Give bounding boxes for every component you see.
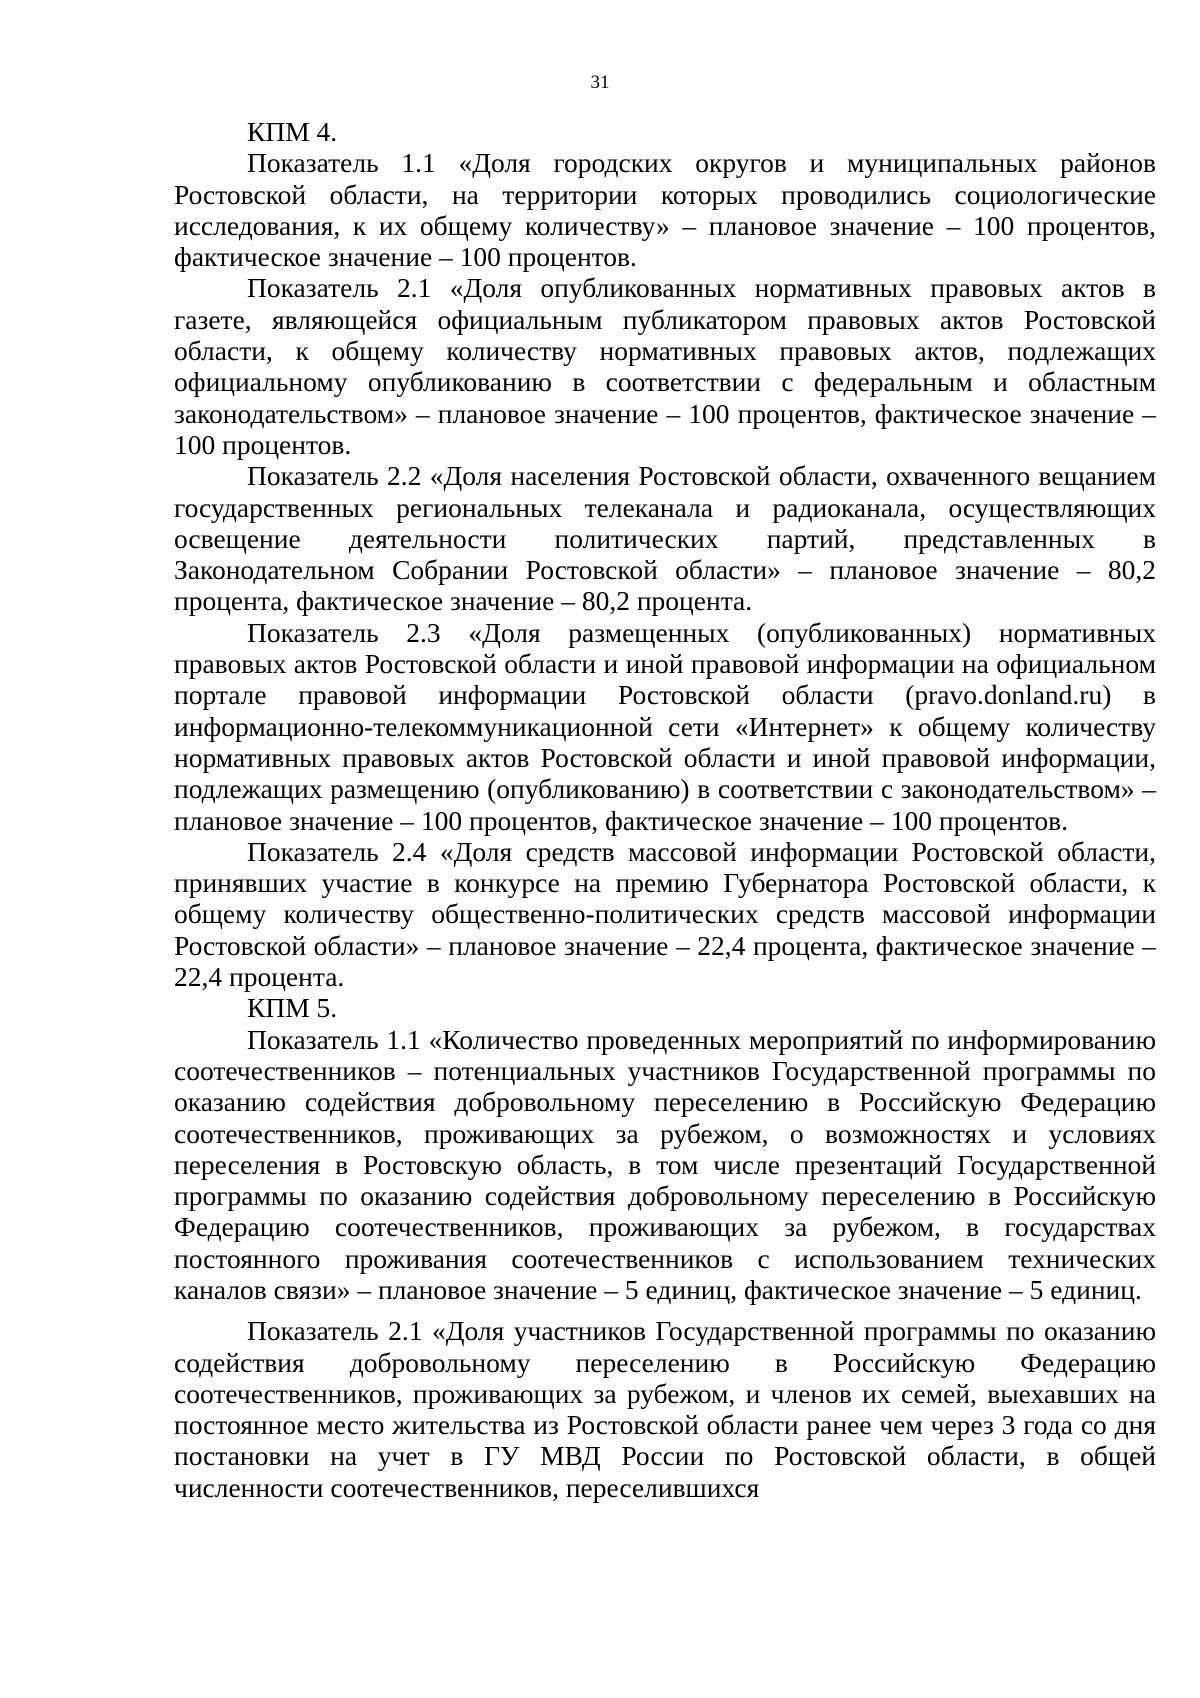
paragraph-kpm5-indicator-1-1: Показатель 1.1 «Количество проведенных мероприятий по информированию соотечественников – потенциальных участников Государственной программы по оказанию содействия добровольному переселению в Российскую Федерацию соотечественников, проживающих за рубежом, о возможностях и условиях переселения в Ростовскую область, в том числе презентаций Государственной программы по оказанию содействия добровольному переселению в Российскую Федерацию соотечественников, проживающих за рубежом, в государствах постоянного проживания соотечественников с использованием технических каналов связи» – плановое значение – 5 единиц, фактическое значение – 5 единиц. [174,1023,1156,1305]
section-heading-kpm-4: КПМ 4. [247,116,338,147]
document-body [174,116,1156,1503]
paragraph-indicator-2-2: Показатель 2.2 «Доля населения Ростовской области, охваченного вещанием государственных региональных телеканала и радиоканала, осуществляющих освещение деятельности политических партий, представленных в Законодательном Собрании Ростовской области» – плановое значение – 80,2 процента, фактическое значение – 80,2 процента. [174,460,1156,617]
paragraph-indicator-2-4: Показатель 2.4 «Доля средств массовой информации Ростовской области, принявших участие в конкурсе на премию Губернатора Ростовской области, к общему количеству общественно-политических средств массовой информации Ростовской области» – плановое значение – 22,4 процента, фактическое значение – 22,4 процента. [174,835,1156,993]
paragraph-kpm5-indicator-2-1: Показатель 2.1 «Доля участников Государственной программы по оказанию содействия добровольному переселению в Российскую Федерацию соотечественников, проживающих за рубежом, и членов их семей, выехавших на постоянное место жительства из Ростовской области ранее чем через 3 года со дня постановки на учет в ГУ МВД России по Ростовской области, в общей численности соотечественников, переселившихся [174,1315,1156,1503]
section-heading-kpm-5: КПМ 5. [247,992,338,1024]
page-number: 31 [590,72,610,93]
paragraph-indicator-1-1: Показатель 1.1 «Доля городских округов и муниципальных районов Ростовской области, на территории которых проводились социологические исследования, к их общему количеству» – плановое значение – 100 процентов, фактическое значение – 100 процентов. [174,147,1156,273]
paragraph-indicator-2-1: Показатель 2.1 «Доля опубликованных нормативных правовых актов в газете, являющейся официальным публикатором правовых актов Ростовской области, к общему количеству нормативных правовых актов, подлежащих официальному опубликованию в соответствии с федеральным и областным законодательством» – плановое значение – 100 процентов, фактическое значение – 100 процентов. [174,272,1156,460]
paragraph-indicator-2-3: Показатель 2.3 «Доля размещенных (опубликованных) нормативных правовых актов Ростовской области и иной правовой информации на официальном портале правовой информации Ростовской области (pravo.donland.ru) в информационно-телекоммуникационной сети «Интернет» к общему количеству нормативных правовых актов Ростовской области и иной правовой информации, подлежащих размещению (опубликованию) в соответствии с законодательством» – плановое значение – 100 процентов, фактическое значение – 100 процентов. [174,616,1156,836]
